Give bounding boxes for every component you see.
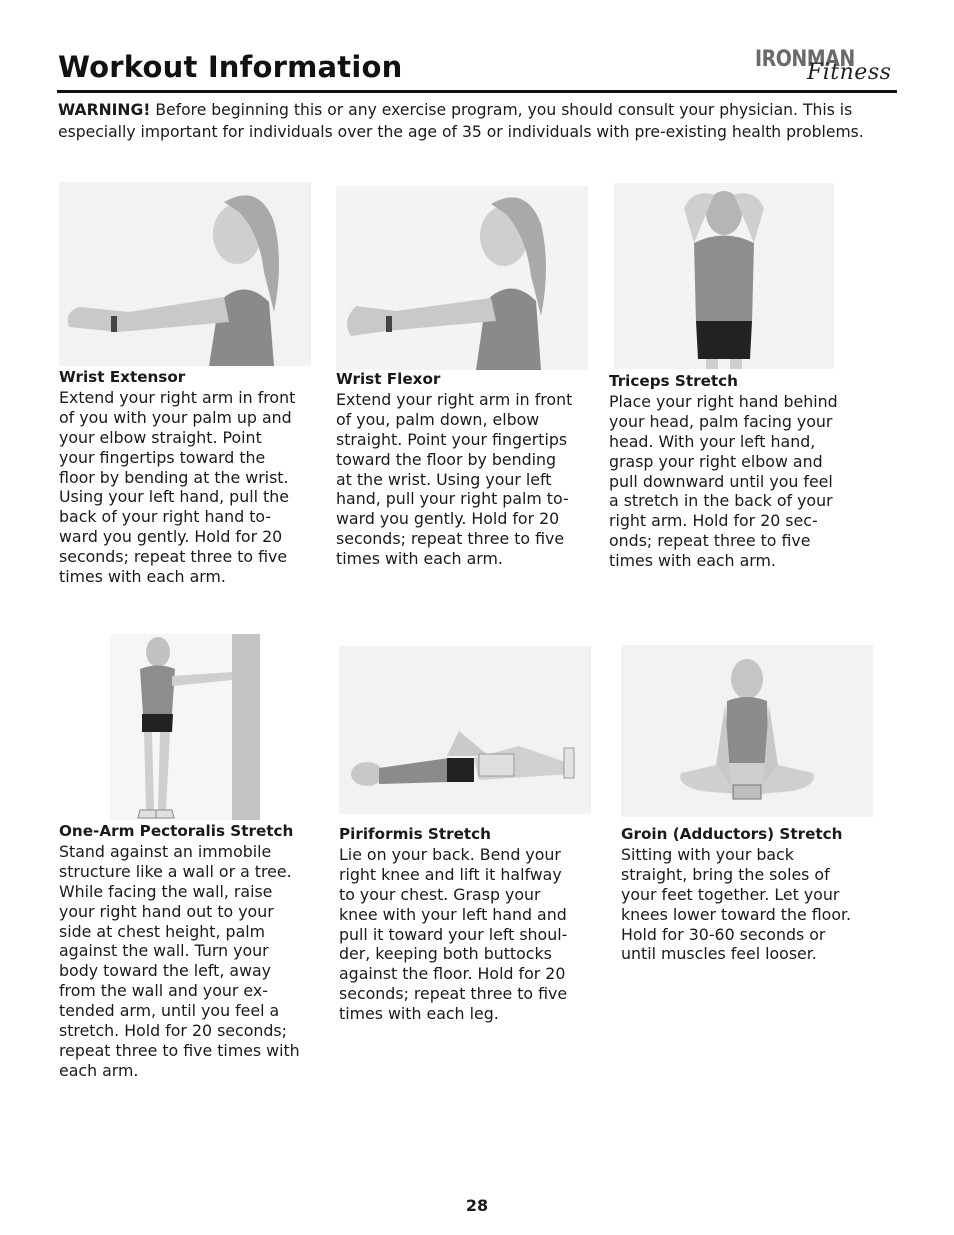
pectoralis-stretch-photo xyxy=(110,634,260,820)
exercise-description: Extend your right arm in front of you, palm down, elbow straight. Point your fingertips toward the floor by bending at the wrist. Using your left hand, pull your right palm to- ward you gently. Hold for 20 seconds; repeat three to five times with each arm. xyxy=(336,389,573,569)
exercise-description: Place your right hand behind your head, palm facing your head. With your left hand, grasp your right elbow and pull downward until you feel a stretch in the back of your right arm. Hold for 20 sec- onds; repeat three to five times with each arm. xyxy=(609,391,838,571)
piriformis-stretch-photo xyxy=(339,646,591,814)
ironman-fitness-logo xyxy=(755,40,900,90)
exercise-pectoralis-stretch xyxy=(59,822,334,1081)
exercise-title: Piriformis Stretch xyxy=(339,825,491,843)
exercise-description: Lie on your back. Bend your right knee and lift it halfway to your chest. Grasp your knee with your left hand and pull it toward your left shoul- der, keeping both buttocks against the floor. Hold for 20 seconds; repeat three to five times with each leg. xyxy=(339,844,568,1024)
warning-text: Before beginning this or any exercise program, you should consult your physician. This is especially important for individuals over the age of 35 or individuals with pre-existing health problems. xyxy=(58,101,864,141)
exercise-description: Stand against an immobile structure like a wall or a tree. While facing the wall, raise your right hand out to your side at chest height, palm against the wall. Turn your body toward the left, away from the wall and your ex- tended arm, until you feel a stretch. Hold for 20 seconds; repeat three to five times with each arm. xyxy=(59,841,300,1080)
exercise-triceps-stretch xyxy=(609,372,874,571)
logo-brand-text: IRONMAN xyxy=(755,46,855,72)
exercise-title: Triceps Stretch xyxy=(609,372,738,390)
warning-label: WARNING! xyxy=(58,101,151,119)
exercise-description: Sitting with your back straight, bring the soles of your feet together. Let your knees lower toward the floor. Hold for 30-60 seconds or until muscles feel looser. xyxy=(621,844,852,964)
exercise-title: Wrist Flexor xyxy=(336,370,441,388)
triceps-stretch-photo xyxy=(614,183,834,369)
groin-stretch-photo xyxy=(621,645,873,817)
exercise-description: Extend your right arm in front of you with your palm up and your elbow straight. Point your fingertips toward the floor by bending at the wrist. Using your left hand, pull the back of your right hand to- ward you gently. Hold for 20 seconds; repeat three to five times with each arm. xyxy=(59,387,296,587)
wrist-flexor-photo xyxy=(336,186,588,370)
exercise-piriformis-stretch xyxy=(339,825,604,1024)
header-rule xyxy=(57,90,897,93)
logo-sub-text: Fitness xyxy=(807,60,892,85)
exercise-wrist-flexor xyxy=(336,370,601,569)
exercise-title: One-Arm Pectoralis Stretch xyxy=(59,822,294,840)
exercise-groin-stretch xyxy=(621,825,896,964)
wrist-extensor-photo xyxy=(59,182,311,366)
warning-paragraph xyxy=(58,99,898,143)
page-number: 28 xyxy=(465,1196,489,1215)
exercise-title: Wrist Extensor xyxy=(59,368,186,386)
exercise-wrist-extensor xyxy=(59,368,324,587)
exercise-title: Groin (Adductors) Stretch xyxy=(621,825,843,843)
page-title: Workout Information xyxy=(58,50,403,84)
